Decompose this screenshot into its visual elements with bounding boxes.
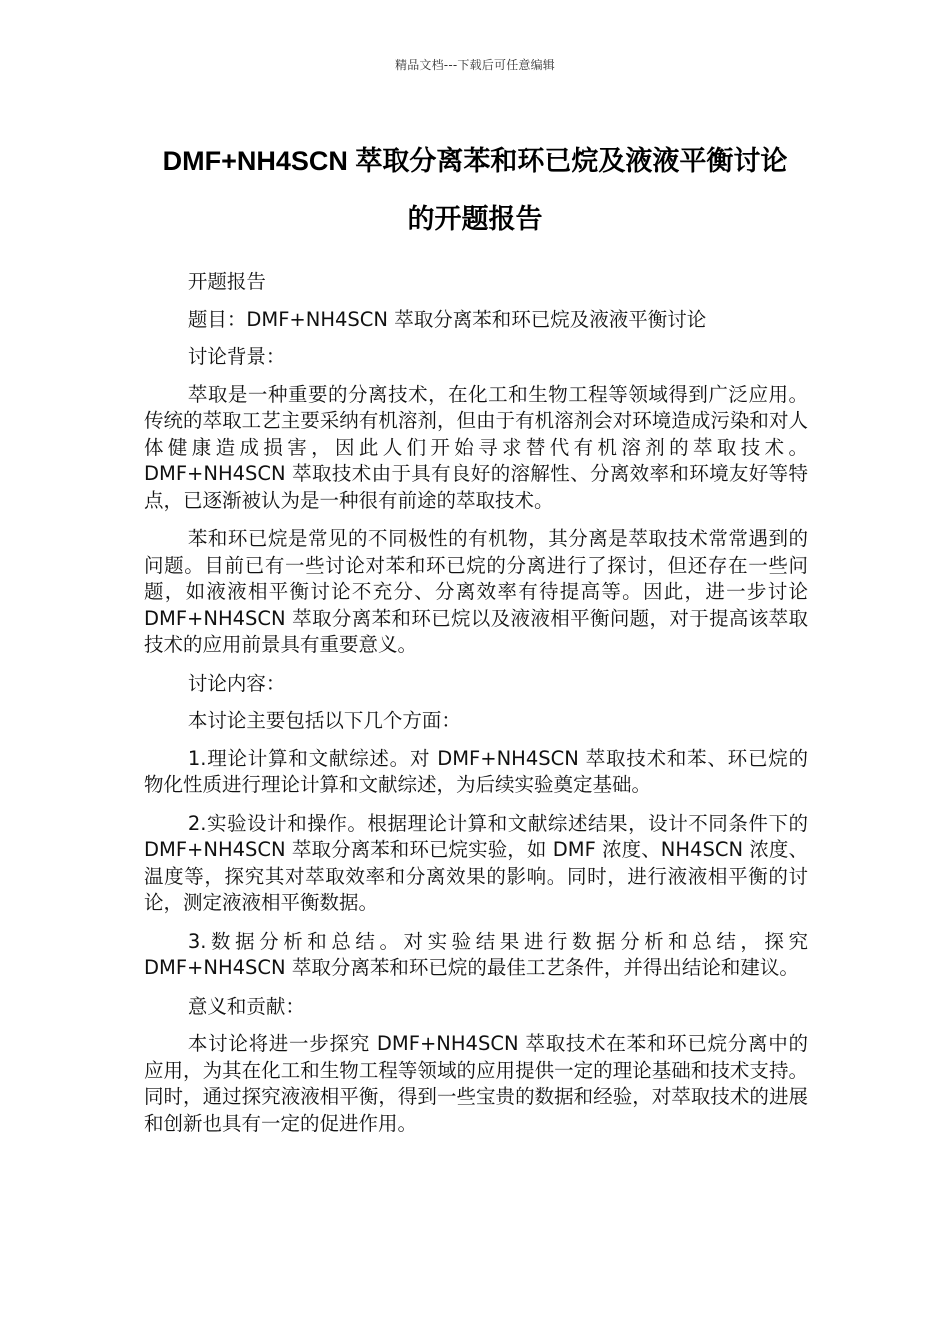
- paragraph-content-intro: 本讨论主要包括以下几个方面：: [187, 709, 461, 732]
- page-header-note: 精品文档---下载后可任意编辑: [395, 58, 555, 72]
- paragraph-content-heading: 讨论内容：: [187, 671, 286, 695]
- paragraph-item-1: 1.理论计算和文献综述。对 DMF+NH4SCN 萃取技术和苯、环已烷的物化性质进行理论计算和文献综述，为后续实验奠定基础。: [144, 746, 808, 796]
- paragraph-significance: 本讨论将进一步探究 DMF+NH4SCN 萃取技术在苯和环已烷分离中的应用，为其在化工和生物工程等领域的应用提供一定的理论基础和技术支持。同时，通过探究液液相平衡，得到一些宝贵的数据和经验，对萃取技术的进展和创新也具有一定的促进作用。: [144, 1032, 808, 1135]
- paragraph-significance-heading: 意义和贡献：: [187, 994, 305, 1018]
- paragraph-item-3: 3.数据分析和总结。对实验结果进行数据分析和总结，探究 DMF+NH4SCN 萃取分离苯和环已烷的最佳工艺条件，并得出结论和建议。: [144, 929, 808, 979]
- paragraph-background-1: 萃取是一种重要的分离技术，在化工和生物工程等领域得到广泛应用。传统的萃取工艺主要采纳有机溶剂，但由于有机溶剂会对环境造成污染和对人体健康造成损害，因此人们开始寻求替代有机溶剂的萃取技术。DMF+NH4SCN 萃取技术由于具有良好的溶解性、分离效率和环境友好等特点，已逐渐被认为是一种很有前途的萃取技术。: [144, 382, 808, 512]
- paragraph-report-label: 开题报告: [187, 270, 266, 293]
- paragraph-background-2: 苯和环已烷是常见的不同极性的有机物，其分离是萃取技术常常遇到的问题。目前已有一些讨论对苯和环已烷的分离进行了探讨，但还存在一些问题，如液液相平衡讨论不充分、分离效率有待提高等。因此，进一步讨论 DMF+NH4SCN 萃取分离苯和环已烷以及液液相平衡问题，对于提高该萃取技术的应用前景具有重要意义。: [144, 527, 808, 656]
- paragraph-topic: 题目：DMF+NH4SCN 萃取分离苯和环已烷及液液平衡讨论: [187, 307, 707, 331]
- document-body: [144, 269, 808, 1149]
- title-line-1: DMF+NH4SCN 萃取分离苯和环已烷及液液平衡讨论: [162, 146, 788, 176]
- title-line-2: 的开题报告: [407, 204, 543, 234]
- paragraph-background-heading: 讨论背景：: [187, 345, 286, 368]
- document-title: [130, 132, 820, 248]
- paragraph-item-2: 2.实验设计和操作。根据理论计算和文献综述结果，设计不同条件下的 DMF+NH4SCN 萃取分离苯和环已烷实验，如 DMF 浓度、NH4SCN 浓度、温度等，探究其对萃取效率和分离效果的影响。同时，进行液液相平衡的讨论，测定液液相平衡数据。: [144, 811, 808, 914]
